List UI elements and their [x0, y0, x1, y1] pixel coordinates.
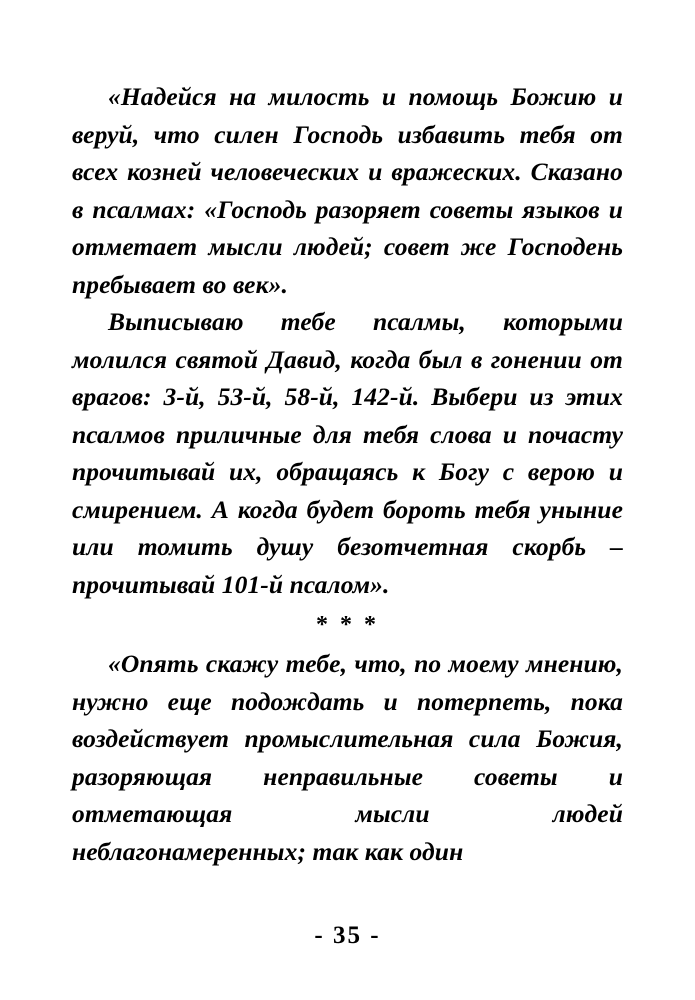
- page-body: [72, 78, 623, 870]
- paragraph-2: Выписываю тебе псалмы, которыми молился святой Давид, когда был в гонении от врагов: 3-й, 53-й, 58-й, 142-й. Выбери из этих псалмов приличные для тебя слова и почасту прочитывай их, обращаясь к Богу с верою и смирением. А когда будет бороть тебя уныние или томить душу безотчетная скорбь – прочитывай 101-й псалом».: [72, 307, 623, 599]
- paragraph-1: «Надейся на милость и помощь Божию и веруй, что силен Господь избавить тебя от всех козней человеческих и вражеских. Сказано в псалмах: «Господь разоряет советы языков и отметает мысли людей; совет же Господень пребывает во век».: [72, 82, 623, 299]
- page-number: - 35 -: [314, 922, 381, 949]
- paragraph-3: «Опять скажу тебе, что, по моему мнению, нужно еще подождать и потерпеть, пока воздействует промыслительная сила Божия, разоряющая неправильные советы и отметающая мысли людей неблагонамеренных; так как один: [72, 649, 623, 866]
- section-divider: * * *: [316, 612, 379, 638]
